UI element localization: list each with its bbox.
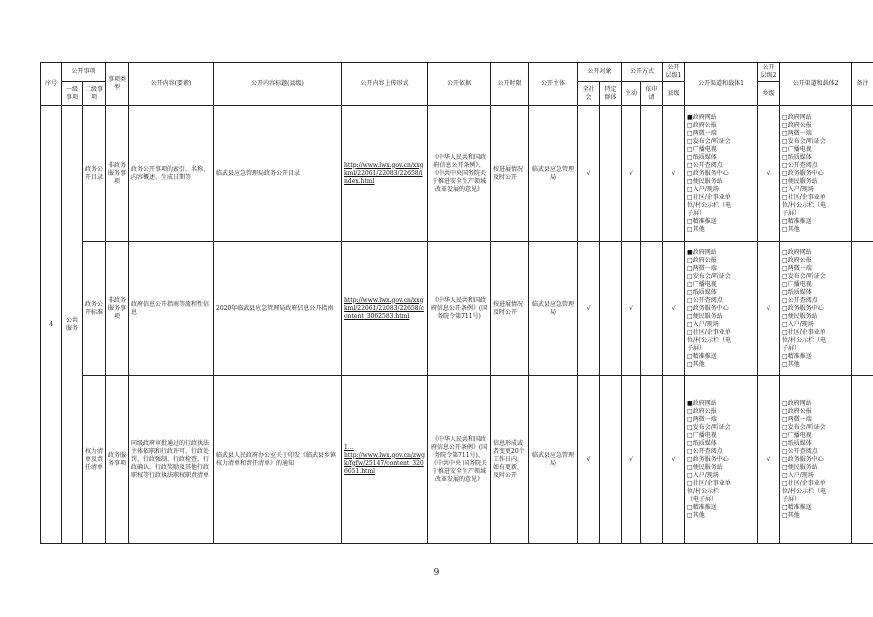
row-content: 政务公开事项的索引、名称、内容概述、生成日期等	[129, 106, 214, 242]
row-remark	[852, 106, 873, 242]
row-remark	[852, 242, 873, 376]
header-type: 事项类型	[106, 63, 129, 106]
group-seq: 4	[41, 106, 62, 544]
row-type: 政务服务事项	[106, 376, 129, 544]
row-channel2-list: □政府网站 □政府公报 □两微一端 □发布会/听证会 □广播电视 □纸质媒体 □公开查阅点 □政务服务中心 □便民服务站 □入户/现场 □社区/企事业单 位/村公示栏（电 子屏） □精准推送 □其他	[780, 106, 852, 242]
row-time: 信息形成或者变更20个工作日内，如有更新，及时公开	[491, 376, 529, 544]
header-channel1: 公开渠道和载体1	[685, 63, 758, 106]
row-subject: 临武县应急管理局	[529, 242, 578, 376]
row-county-check: √	[663, 106, 685, 242]
row-title: 临武县应急管理局政务公开目录	[214, 106, 342, 242]
row-content: 同级政府审批通过的行政执法主体依职和行政许可、行政处罚、行政强制、行政检查、行政确认、行政奖励及其他行政职权等行政执法职权职责清单	[129, 376, 214, 544]
row-content: 政府信息公开指南等流程性信息	[129, 242, 214, 376]
row-apply-check	[641, 242, 663, 376]
row-town-check: √	[758, 242, 780, 376]
row-subject: 临武县应急管理局	[529, 106, 578, 242]
row-society-check: √	[578, 376, 600, 544]
row-society-check: √	[578, 242, 600, 376]
row-upload-link[interactable]: 1… http://www.lwx.gov.cn/zwgk/fgfw/25147/content_3206651.html	[342, 376, 428, 544]
row-upload-link[interactable]: http://www.lwx.gov.cn/xxgkml/22061/22083/22658/index.html	[342, 106, 428, 242]
header-title: 公开内容标题(县级)	[214, 63, 342, 106]
row-time: 按进展情况及时公开	[491, 106, 529, 242]
row-upload-link[interactable]: http://www.lwx.gov.cn/xxgkml/22061/22083/22658/content_3062583.html	[342, 242, 428, 376]
header-time: 公开时限	[491, 63, 529, 106]
header-level2: 二级事项	[83, 82, 106, 106]
row-channel2-list: □政府网站 □政府公报 □两微一端 □发布会/听证会 □广播电视 □纸质媒体 □公开查阅点 □政务服务中心 □便民服务站 □入户/现场 □社区/企事业单 位/村公示栏（电 子屏） □精准推送 □其他	[780, 376, 852, 544]
header-society: 全社会	[578, 82, 600, 106]
row-apply-check	[641, 106, 663, 242]
group-level1: 公共服务	[62, 106, 83, 544]
row-town-check: √	[758, 376, 780, 544]
row-type: 非政务服务事项	[106, 242, 129, 376]
row-specific-check	[600, 242, 622, 376]
row-type: 非政务服务事项	[106, 106, 129, 242]
row-level2: 权力清单及责任清单	[83, 376, 106, 544]
row-active-check: √	[622, 376, 641, 544]
header-apply: 依申请	[641, 82, 663, 106]
header-channel2: 公开渠道和载体2	[780, 63, 852, 106]
header-town: 乡级	[758, 82, 780, 106]
header-subject: 公开主体	[529, 63, 578, 106]
row-basis: 《中华人民共和国政府信息公开条例》、《中共中央国务院关于推进安全生产领域改革发展的意见》	[428, 106, 491, 242]
header-method: 公开方式	[622, 63, 663, 82]
row-level2: 政务公开目录	[83, 106, 106, 242]
row-basis: 《中华人民共和国政府信息公开条例》(国务院令第711号)、《中共中央 国务院关于推进安全生产领域改革发展的意见》	[428, 376, 491, 544]
table-row	[41, 106, 873, 242]
header-active: 主动	[622, 82, 641, 106]
header-target: 公开对象	[578, 63, 622, 82]
header-content: 公开内容(要素)	[129, 63, 214, 106]
row-subject: 临武县应急管理局	[529, 376, 578, 544]
header-layer2: 公开层级2	[758, 63, 780, 82]
row-remark	[852, 376, 873, 544]
table-row	[41, 242, 873, 376]
row-channel1-list: ■政府网站 □政府公报 □两微一端 □发布会/听证会 □广播电视 □纸质媒体 □公开查阅点 □政务服务中心 □便民服务站 □入户/现场 □社区/企事业单 位/村公示栏 （电子屏） □精准推送 □其他	[685, 376, 758, 544]
row-active-check: √	[622, 242, 641, 376]
row-title: 临武县人民政府办公室关于印发《临武县乡镇权力清单和责任清单》的通知	[214, 376, 342, 544]
row-apply-check	[641, 376, 663, 544]
header-specific: 特定群体	[600, 82, 622, 106]
row-title: 2020年临武县应急管理局政府信息公开指南	[214, 242, 342, 376]
row-channel1-list: ■政府网站 □政府公报 □两微一端 □发布会/听证会 □广播电视 □纸质媒体 □公开查阅点 □政务服务中心 □便民服务站 □入户/现场 □社区/企事业单 位/村公示栏（电 子屏） □精准推送 □其他	[685, 242, 758, 376]
row-specific-check	[600, 376, 622, 544]
row-county-check: √	[663, 376, 685, 544]
header-items: 公开事项	[62, 63, 106, 82]
header-upload: 公开内容上传形式	[342, 63, 428, 106]
page-number: 9	[433, 568, 440, 578]
header-layer1: 公开层级1	[663, 63, 685, 82]
row-level2: 政务公开标准	[83, 242, 106, 376]
header-seq: 序号	[41, 63, 62, 106]
header-level1: 一级事项	[62, 82, 83, 106]
disclosure-table	[40, 62, 873, 544]
row-time: 按进展情况及时公开	[491, 242, 529, 376]
header-basis: 公开依据	[428, 63, 491, 106]
row-society-check: √	[578, 106, 600, 242]
header-county: 县级	[663, 82, 685, 106]
row-channel2-list: □政府网站 □政府公报 □两微一端 □发布会/听证会 □广播电视 □纸质媒体 □公开查阅点 □政务服务中心 □便民服务站 □入户/现场 □社区/企事业单 位/村公示栏（电 子屏） □精准推送 □其他	[780, 242, 852, 376]
row-active-check: √	[622, 106, 641, 242]
header-remark: 备注	[852, 63, 873, 106]
row-town-check: √	[758, 106, 780, 242]
table-row	[41, 376, 873, 544]
row-basis: 《中华人民共和国政府信息公开条例》(国务院令第711号)	[428, 242, 491, 376]
row-channel1-list: ■政府网站 □政府公报 □两微一端 □发布会/听证会 □广播电视 □纸质媒体 □公开查阅点 □政务服务中心 □便民服务站 □入户/现场 □社区/企事业单 位/村公示栏（电 子屏） □精准推送 □其他	[685, 106, 758, 242]
row-county-check: √	[663, 242, 685, 376]
row-specific-check	[600, 106, 622, 242]
